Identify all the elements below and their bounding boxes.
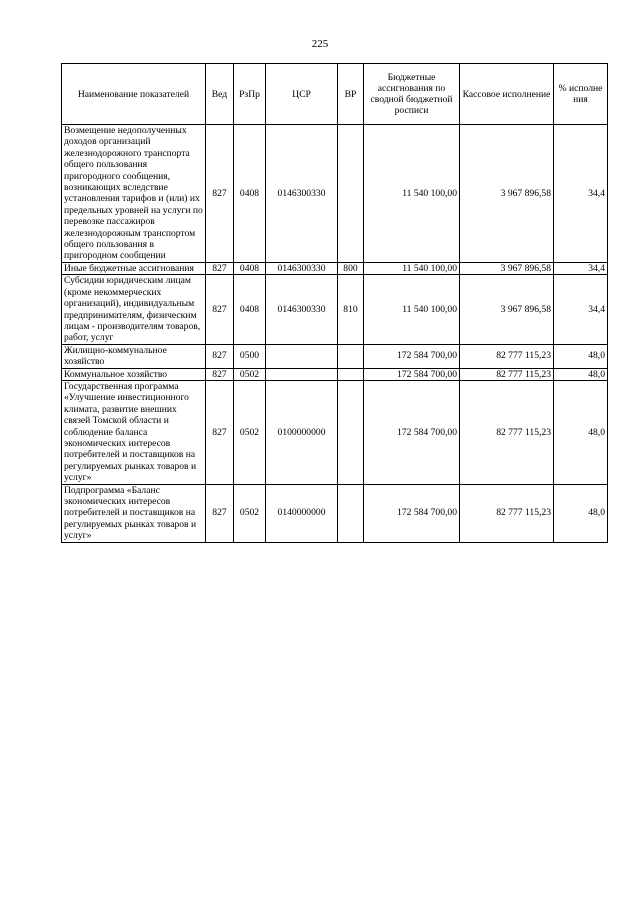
table-row [62, 344, 608, 368]
header-pct: % исполне ния [554, 64, 608, 125]
row-name: Иные бюджетные ассигнования [62, 262, 206, 274]
row-ved: 827 [206, 262, 234, 274]
row-budget: 172 584 700,00 [364, 380, 460, 484]
row-budget: 11 540 100,00 [364, 125, 460, 263]
row-budget: 11 540 100,00 [364, 262, 460, 274]
header-name: Наименование показателей [62, 64, 206, 125]
row-ved: 827 [206, 275, 234, 344]
row-cash: 82 777 115,23 [460, 368, 554, 380]
row-rzpr: 0502 [234, 380, 266, 484]
row-vr [338, 368, 364, 380]
row-csr: 0146300330 [266, 125, 338, 263]
row-rzpr: 0408 [234, 125, 266, 263]
row-budget: 172 584 700,00 [364, 344, 460, 368]
row-vr [338, 380, 364, 484]
row-name: Возмещение недополученных доходов организаций железнодорожного транспорта общего пользования пригородного сообщения, возникающих вследствие установления тарифов и (или) их предельных уровней на услуги по перевозке пассажиров железнодорожным транспортом общего пользования в пригородном сообщении [62, 125, 206, 263]
row-cash: 3 967 896,58 [460, 275, 554, 344]
row-pct: 48,0 [554, 344, 608, 368]
row-vr: 800 [338, 262, 364, 274]
header-vr: ВР [338, 64, 364, 125]
row-csr: 0146300330 [266, 262, 338, 274]
table-row [62, 484, 608, 542]
table-row [62, 368, 608, 380]
row-pct: 48,0 [554, 368, 608, 380]
budget-execution-table [61, 63, 608, 543]
header-rzpr: РзПр [234, 64, 266, 125]
row-name: Подпрограмма «Баланс экономических интересов потребителей и поставщиков на регулируемых рынках товаров и услуг» [62, 484, 206, 542]
row-pct: 34,4 [554, 275, 608, 344]
row-rzpr: 0408 [234, 262, 266, 274]
row-cash: 3 967 896,58 [460, 262, 554, 274]
row-vr [338, 484, 364, 542]
row-csr: 0100000000 [266, 380, 338, 484]
row-rzpr: 0502 [234, 484, 266, 542]
row-name: Субсидии юридическим лицам (кроме некоммерческих организаций), индивидуальным предпринимателям, физическим лицам - производителям товаров, работ, услуг [62, 275, 206, 344]
row-ved: 827 [206, 484, 234, 542]
row-rzpr: 0500 [234, 344, 266, 368]
table-row [62, 125, 608, 263]
row-name: Жилищно-коммунальное хозяйство [62, 344, 206, 368]
row-pct: 48,0 [554, 380, 608, 484]
row-name: Коммунальное хозяйство [62, 368, 206, 380]
row-csr [266, 368, 338, 380]
row-rzpr: 0502 [234, 368, 266, 380]
page-number: 225 [311, 38, 329, 50]
row-pct: 34,4 [554, 125, 608, 263]
row-rzpr: 0408 [234, 275, 266, 344]
table-row [62, 275, 608, 344]
table-header-row [62, 64, 608, 125]
row-cash: 82 777 115,23 [460, 380, 554, 484]
row-vr [338, 344, 364, 368]
row-ved: 827 [206, 344, 234, 368]
row-csr [266, 344, 338, 368]
row-cash: 82 777 115,23 [460, 344, 554, 368]
row-ved: 827 [206, 368, 234, 380]
row-ved: 827 [206, 380, 234, 484]
header-ved: Вед [206, 64, 234, 125]
row-csr: 0140000000 [266, 484, 338, 542]
row-pct: 48,0 [554, 484, 608, 542]
row-csr: 0146300330 [266, 275, 338, 344]
row-cash: 3 967 896,58 [460, 125, 554, 263]
row-ved: 827 [206, 125, 234, 263]
header-budget: Бюджетные ассигнования по сводной бюджетной росписи [364, 64, 460, 125]
row-budget: 172 584 700,00 [364, 484, 460, 542]
header-csr: ЦСР [266, 64, 338, 125]
row-vr [338, 125, 364, 263]
header-cash: Кассовое исполнение [460, 64, 554, 125]
row-pct: 34,4 [554, 262, 608, 274]
row-budget: 11 540 100,00 [364, 275, 460, 344]
row-budget: 172 584 700,00 [364, 368, 460, 380]
row-vr: 810 [338, 275, 364, 344]
table-row [62, 262, 608, 274]
row-cash: 82 777 115,23 [460, 484, 554, 542]
row-name: Государственная программа «Улучшение инвестиционного климата, развитие внешних связей Томской области и соблюдение баланса экономических интересов потребителей и поставщиков на регулируемых рынках товаров и услуг» [62, 380, 206, 484]
table-row [62, 380, 608, 484]
